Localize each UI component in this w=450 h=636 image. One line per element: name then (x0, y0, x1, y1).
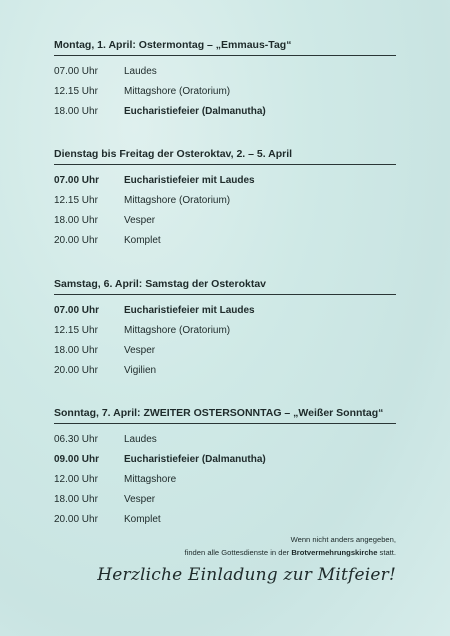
row-time: 07.00 Uhr (54, 66, 98, 77)
row-time: 06.30 Uhr (54, 434, 98, 445)
row-time: 20.00 Uhr (54, 365, 98, 376)
schedule-row (54, 174, 396, 194)
schedule-row (54, 493, 396, 513)
row-event: Eucharistiefeier (Dalmanutha) (124, 106, 266, 117)
row-event: Laudes (124, 66, 157, 77)
row-time: 07.00 Uhr (54, 305, 100, 316)
row-event: Mittagshore (124, 474, 177, 485)
section-heading: Samstag, 6. April: Samstag der Osteroktav (54, 277, 396, 295)
schedule-row (54, 513, 396, 533)
row-event: Eucharistiefeier mit Laudes (124, 175, 255, 186)
schedule-row (54, 105, 396, 125)
section-octave-saturday (54, 277, 396, 384)
schedule-list (54, 174, 396, 254)
schedule-row (54, 85, 396, 105)
schedule-row (54, 214, 396, 234)
row-event: Eucharistiefeier (Dalmanutha) (124, 454, 266, 465)
row-event: Komplet (124, 514, 161, 525)
schedule-list (54, 433, 396, 533)
schedule-row (54, 65, 396, 85)
row-event: Mittagshore (Oratorium) (124, 86, 231, 97)
note-line-1: Wenn nicht anders angegeben, (290, 535, 396, 544)
note-line-2-suffix: statt. (377, 548, 396, 557)
row-event: Mittagshore (Oratorium) (124, 325, 231, 336)
note-line-2 (54, 546, 396, 559)
row-event: Laudes (124, 434, 157, 445)
row-time: 18.00 Uhr (54, 345, 98, 356)
row-event: Vigilien (124, 365, 157, 376)
row-time: 12.15 Uhr (54, 325, 98, 336)
schedule-row (54, 194, 396, 214)
section-easter-octave-weekdays (54, 147, 396, 254)
closing-invitation: Herzliche Einladung zur Mitfeier! (97, 565, 396, 585)
section-heading: Sonntag, 7. April: ZWEITER OSTERSONNTAG – „Weißer Sonntag“ (54, 406, 396, 424)
section-second-easter-sunday (54, 406, 396, 533)
row-time: 18.00 Uhr (54, 215, 98, 226)
schedule-row (54, 473, 396, 493)
row-time: 18.00 Uhr (54, 494, 98, 505)
schedule-row (54, 324, 396, 344)
section-heading: Dienstag bis Freitag der Osteroktav, 2. – 5. April (54, 147, 396, 165)
row-time: 12.15 Uhr (54, 195, 98, 206)
row-time: 12.00 Uhr (54, 474, 98, 485)
row-event: Eucharistiefeier mit Laudes (124, 305, 255, 316)
location-note (54, 533, 396, 559)
schedule-page (54, 38, 396, 585)
schedule-row (54, 453, 396, 473)
schedule-list (54, 65, 396, 125)
row-event: Vesper (124, 345, 156, 356)
row-event: Vesper (124, 215, 156, 226)
row-time: 20.00 Uhr (54, 235, 98, 246)
church-name: Brotvermehrungskirche (291, 548, 378, 557)
row-time: 12.15 Uhr (54, 86, 98, 97)
section-heading: Montag, 1. April: Ostermontag – „Emmaus-Tag“ (54, 38, 396, 56)
schedule-row (54, 234, 396, 254)
note-line-2-prefix: finden alle Gottesdienste in der (184, 548, 292, 557)
row-time: 20.00 Uhr (54, 514, 98, 525)
schedule-row (54, 364, 396, 384)
row-time: 07.00 Uhr (54, 175, 100, 186)
row-event: Komplet (124, 235, 161, 246)
row-time: 18.00 Uhr (54, 106, 98, 117)
schedule-row (54, 304, 396, 324)
row-event: Vesper (124, 494, 156, 505)
schedule-row (54, 433, 396, 453)
section-easter-monday (54, 38, 396, 125)
schedule-row (54, 344, 396, 364)
schedule-list (54, 304, 396, 384)
row-event: Mittagshore (Oratorium) (124, 195, 231, 206)
row-time: 09.00 Uhr (54, 454, 100, 465)
